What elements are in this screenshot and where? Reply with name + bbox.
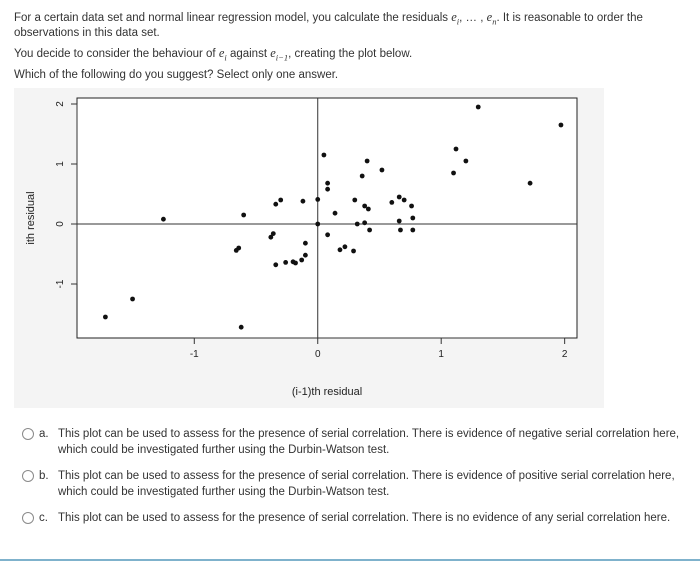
scatter-point — [343, 244, 348, 249]
scatter-point — [315, 222, 320, 227]
math-e-i: $e_i$ — [451, 10, 460, 27]
radio-button[interactable] — [22, 512, 34, 524]
question-line-3: You decide to consider the behaviour of $e_i$ against $e_{i-1}$, creating the plot below. — [14, 46, 413, 63]
option-text: This plot can be used to assess for the presence of serial correlation. There is evidence of negative serial correlation here, which could be investigated further using the Durbin-Watson test. — [58, 428, 680, 456]
option-c[interactable] — [22, 510, 682, 526]
scatter-point — [351, 249, 356, 254]
scatter-point — [278, 198, 283, 203]
option-a[interactable] — [22, 426, 682, 458]
question-text: . It is reasonable to order the — [496, 12, 643, 24]
scatter-point — [398, 228, 403, 233]
scatter-point — [362, 204, 367, 209]
x-axis-label: (i-1)th residual — [291, 386, 363, 398]
scatter-plot-image — [14, 88, 604, 408]
scatter-point — [366, 207, 371, 212]
scatter-point — [367, 228, 372, 233]
radio-button[interactable] — [22, 428, 34, 440]
plot-frame — [77, 98, 577, 338]
scatter-point — [380, 168, 385, 173]
scatter-point — [410, 216, 415, 221]
scatter-point — [528, 181, 533, 186]
scatter-point — [315, 197, 320, 202]
scatter-point — [451, 171, 456, 176]
y-axis-label: ith residual — [25, 191, 37, 245]
scatter-point — [355, 222, 360, 227]
question-text: For a certain data set and normal linear regression model, you calculate the residuals — [14, 12, 452, 24]
option-letter: c. — [39, 512, 48, 524]
scatter-point — [103, 315, 108, 320]
x-tick-label: -1 — [189, 349, 199, 360]
scatter-point — [234, 248, 239, 253]
scatter-point — [397, 195, 402, 200]
scatter-point — [161, 217, 166, 222]
math-e-n: $e_n$ — [486, 10, 497, 27]
scatter-point — [360, 174, 365, 179]
scatter-point — [273, 202, 278, 207]
scatter-point — [239, 325, 244, 330]
y-tick-label: 2 — [55, 101, 66, 107]
scatter-point — [322, 153, 327, 158]
scatter-point — [293, 261, 298, 266]
scatter-point — [397, 219, 402, 224]
scatter-point — [130, 297, 135, 302]
scatter-point — [365, 159, 370, 164]
scatter-point — [303, 241, 308, 246]
radio-button[interactable] — [22, 470, 34, 482]
x-tick-label: 0 — [314, 349, 321, 360]
option-letter: a. — [39, 428, 49, 440]
scatter-point — [273, 262, 278, 267]
scatter-plot — [14, 88, 604, 408]
x-tick-label: 2 — [561, 349, 568, 360]
scatter-point — [463, 159, 468, 164]
question-line-4: Which of the following do you suggest? Select only one answer. — [14, 69, 339, 81]
question-line-2: observations in this data set. — [14, 27, 160, 39]
scatter-point — [454, 147, 459, 152]
scatter-point — [283, 260, 288, 265]
scatter-point — [325, 181, 330, 186]
scatter-point — [325, 232, 330, 237]
scatter-point — [333, 211, 338, 216]
math-e-i-minus-1: $e_{i-1}$ — [270, 46, 289, 63]
y-tick-label: -1 — [55, 279, 66, 289]
math-e-i: $e_i$ — [218, 46, 227, 63]
scatter-point — [241, 213, 246, 218]
scatter-point — [409, 204, 414, 209]
scatter-point — [303, 253, 308, 258]
scatter-point — [301, 199, 306, 204]
scatter-point — [559, 123, 564, 128]
scatter-point — [325, 187, 330, 192]
x-tick-label: 1 — [438, 349, 444, 360]
footer-divider — [0, 559, 700, 561]
y-tick-label: 1 — [55, 161, 66, 167]
scatter-point — [402, 198, 407, 203]
option-text: This plot can be used to assess for the presence of serial correlation. There is evidence of positive serial correlation here, which could be investigated further using the Durbin-Watson test. — [58, 470, 675, 498]
scatter-point — [362, 220, 367, 225]
scatter-point — [476, 105, 481, 110]
answer-options — [22, 426, 682, 536]
math-separator: , … , — [459, 12, 487, 24]
scatter-point — [338, 247, 343, 252]
scatter-point — [299, 258, 304, 263]
scatter-point — [352, 198, 357, 203]
scatter-point — [389, 200, 394, 205]
scatter-point — [410, 228, 415, 233]
option-b[interactable] — [22, 468, 682, 500]
y-tick-label: 0 — [55, 221, 66, 227]
scatter-point — [268, 235, 273, 240]
option-letter: b. — [39, 470, 49, 482]
option-text: This plot can be used to assess for the presence of serial correlation. There is no evidence of any serial correlation here. — [58, 512, 671, 524]
